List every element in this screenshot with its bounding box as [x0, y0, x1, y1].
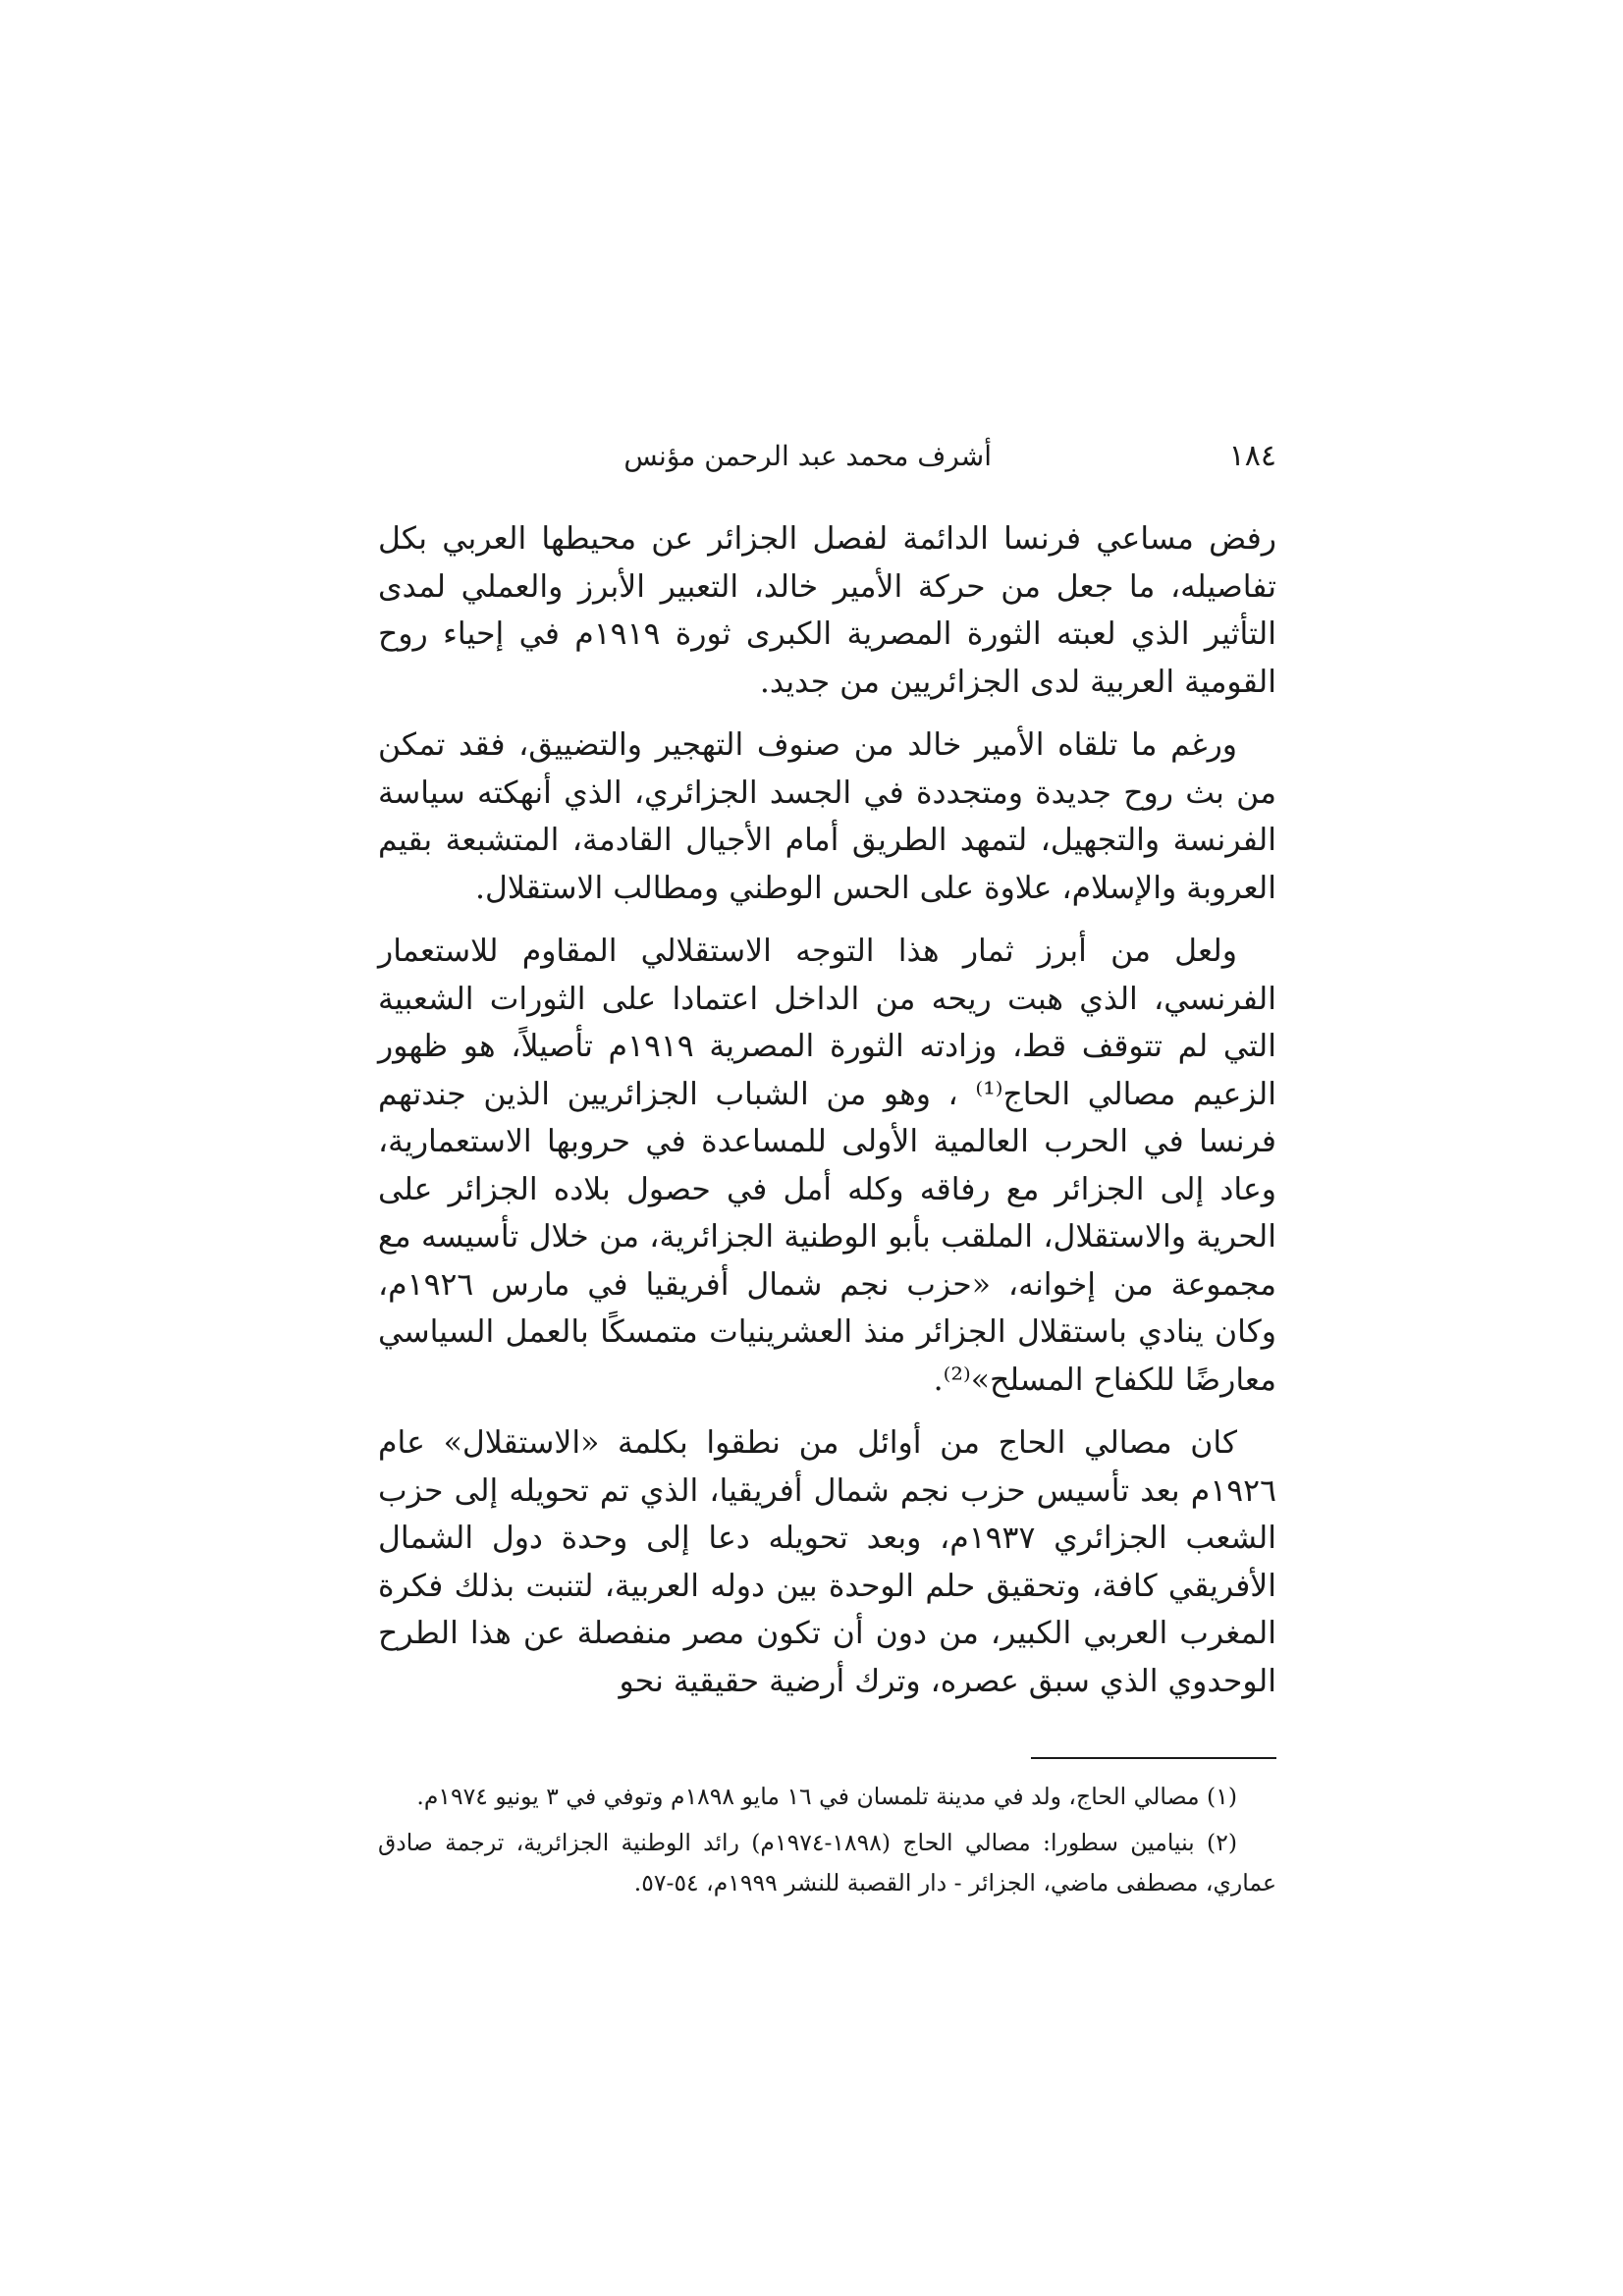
body-text: [378, 515, 1276, 1721]
page-header: [378, 432, 1276, 481]
running-header-author: أشرف محمد عبد الرحمن مؤنس: [623, 440, 992, 472]
page-number: ١٨٤: [1228, 439, 1276, 473]
paragraph-2: ورغم ما تلقاه الأمير خالد من صنوف التهجير والتضييق، فقد تمكن من بث روح جديدة ومتجددة في الجسد الجزائري، الذي أنهكته سياسة الفرنسة والتجهيل، لتمهد الطريق أمام الأجيال القادمة، المتشبعة بقيم العروبة والإسلام، علاوة على الحس الوطني ومطالب الاستقلال.: [378, 727, 1276, 906]
paragraph-4: كان مصالي الحاج من أوائل من نطقوا بكلمة «الاستقلال» عام ١٩٢٦م بعد تأسيس حزب نجم شمال أفريقيا، الذي تم تحويله إلى حزب الشعب الجزائري ١٩٣٧م، وبعد تحويله دعا إلى وحدة دول الشمال الأفريقي كافة، وتحقيق حلم الوحدة بين دوله العربية، لتنبت بذلك فكرة المغرب العربي الكبير، من دون أن تكون مصر منفصلة عن هذا الطرح الوحدوي الذي سبق عصره، وترك أرضية حقيقية نحو: [378, 1425, 1276, 1699]
footnotes: [378, 1777, 1276, 1909]
paragraph-1: رفض مساعي فرنسا الدائمة لفصل الجزائر عن محيطها العربي بكل تفاصيله، ما جعل من حركة الأمير خالد، التعبير الأبرز والعملي لمدى التأثير الذي لعبته الثورة المصرية الكبرى ثورة ١٩١٩م في إحياء روح القومية العربية لدى الجزائريين من جديد.: [378, 521, 1276, 700]
footnote-2: (٢) بنيامين سطورا: مصالي الحاج (١٨٩٨-١٩٧٤م) رائد الوطنية الجزائرية، ترجمة صادق عماري، مصطفى ماضي، الجزائر - دار القصبة للنشر ١٩٩٩م، ٥٤-٥٧.: [378, 1829, 1276, 1896]
footnote-1: (١) مصالي الحاج، ولد في مدينة تلمسان في ١٦ مايو ١٨٩٨م وتوفي في ٣ يونيو ١٩٧٤م.: [416, 1783, 1237, 1810]
footnote-separator: [1031, 1757, 1276, 1759]
paragraph-3: ولعل من أبرز ثمار هذا التوجه الاستقلالي المقاوم للاستعمار الفرنسي، الذي هبت ريحه من الداخل اعتمادا على الثورات الشعبية التي لم تتوقف قط، وزادته الثورة المصرية ١٩١٩م تأصيلاً، هو ظهور الزعيم مصالي الحاج⁽¹⁾ ، وهو من الشباب الجزائريين الذين جندتهم فرنسا في الحرب العالمية الأولى للمساعدة في حروبها الاستعمارية، وعاد إلى الجزائر مع رفاقه وكله أمل في حصول بلاده الجزائر على الحرية والاستقلال، الملقب بأبو الوطنية الجزائرية، من خلال تأسيسه مع مجموعة من إخوانه، «حزب نجم شمال أفريقيا في مارس ١٩٢٦م، وكان ينادي باستقلال الجزائر منذ العشرينيات متمسكًا بالعمل السياسي معارضًا للكفاح المسلح»⁽²⁾.: [378, 934, 1276, 1398]
